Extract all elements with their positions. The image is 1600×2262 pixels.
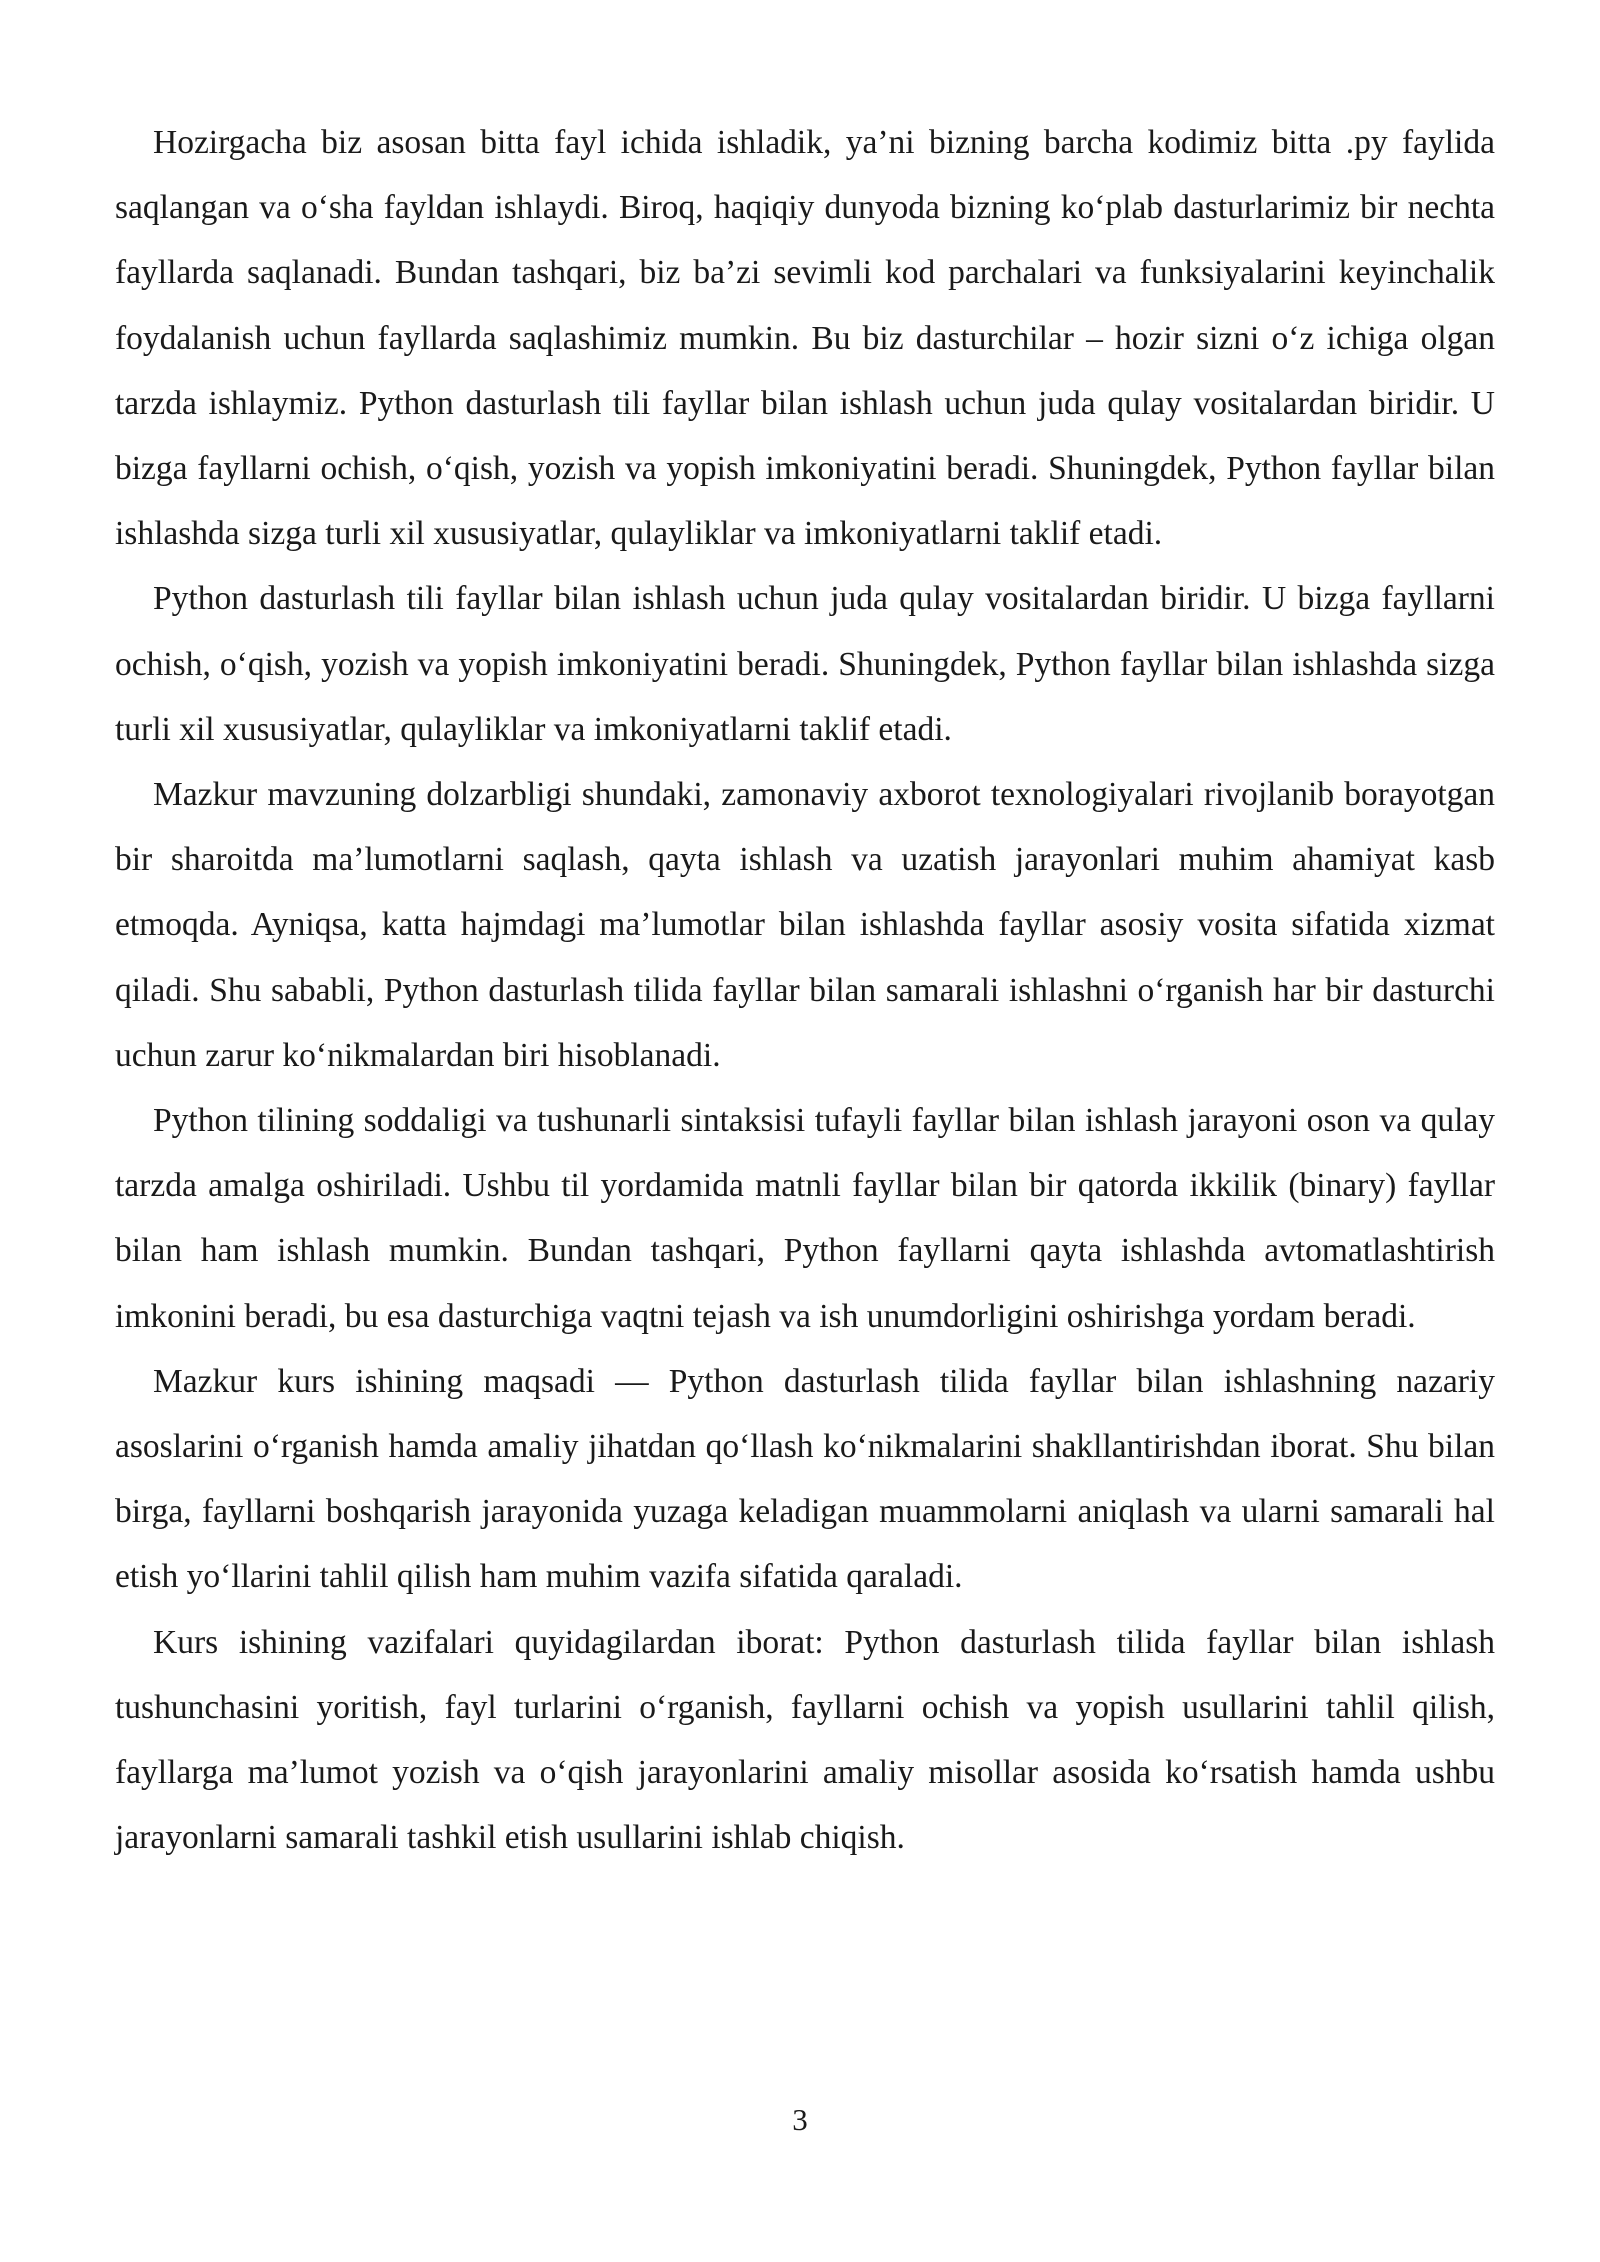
paragraph-1: Hozirgacha biz asosan bitta fayl ichida ishladik, ya’ni bizning barcha kodimiz bitta .py faylida saqlangan va o‘sha fayldan ishlaydi. Biroq, haqiqiy dunyoda bizning ko‘plab dasturlarimiz bir nechta fayllarda saqlanadi. Bundan tashqari, biz ba’zi sevimli kod parchalari va funksiyalarini keyinchalik foydalanish uchun fayllarda saqlashimiz mumkin. Bu biz dasturchilar – hozir sizni o‘z ichiga olgan tarzda ishlaymiz. Python dasturlash tili fayllar bilan ishlash uchun juda qulay vositalardan biridir. U bizga fayllarni ochish, o‘qish, yozish va yopish imkoniyatini beradi. Shuningdek, Python fayllar bilan ishlashda sizga turli xil xususiyatlar, qulayliklar va imkoniyatlarni taklif etadi. xyxy=(115,124,1495,553)
paragraph-6: Kurs ishining vazifalari quyidagilardan iborat: Python dasturlash tilida fayllar bilan ishlash tushunchasini yoritish, fayl turlarini o‘rganish, fayllarni ochish va yopish usullarini tahlil qilish, fayllarga ma’lumot yozish va o‘qish jarayonlarini amaliy misollar asosida ko‘rsatish hamda ushbu jarayonlarni samarali tashkil etish usullarini ishlab chiqish. xyxy=(115,1623,1495,1857)
document-page xyxy=(115,110,1495,1870)
page-number: 3 xyxy=(792,2102,808,2137)
paragraph-4: Python tilining soddaligi va tushunarli sintaksisi tufayli fayllar bilan ishlash jarayoni oson va qulay tarzda amalga oshiriladi. Ushbu til yordamida matnli fayllar bilan bir qatorda ikkilik (binary) fayllar bilan ham ishlash mumkin. Bundan tashqari, Python fayllarni qayta ishlashda avtomatlashtirish imkonini beradi, bu esa dasturchiga vaqtni tejash va ish unumdorligini oshirishga yordam beradi. xyxy=(115,1102,1495,1335)
paragraph-3: Mazkur mavzuning dolzarbligi shundaki, zamonaviy axborot texnologiyalari rivojlanib borayotgan bir sharoitda ma’lumotlarni saqlash, qayta ishlash va uzatish jarayonlari muhim ahamiyat kasb etmoqda. Ayniqsa, katta hajmdagi ma’lumotlar bilan ishlashda fayllar asosiy vosita sifatida xizmat qiladi. Shu sababli, Python dasturlash tilida fayllar bilan samarali ishlashni o‘rganish har bir dasturchi uchun zarur ko‘nikmalardan biri hisoblanadi. xyxy=(115,776,1495,1074)
paragraph-2: Python dasturlash tili fayllar bilan ishlash uchun juda qulay vositalardan biridir. U bizga fayllarni ochish, o‘qish, yozish va yopish imkoniyatini beradi. Shuningdek, Python fayllar bilan ishlashda sizga turli xil xususiyatlar, qulayliklar va imkoniyatlarni taklif etadi. xyxy=(115,580,1495,748)
paragraph-5: Mazkur kurs ishining maqsadi — Python dasturlash tilida fayllar bilan ishlashning nazariy asoslarini o‘rganish hamda amaliy jihatdan qo‘llash ko‘nikmalarini shakllantirishdan iborat. Shu bilan birga, fayllarni boshqarish jarayonida yuzaga keladigan muammolarni aniqlash va ularni samarali hal etish yo‘llarini tahlil qilish ham muhim vazifa sifatida qaraladi. xyxy=(115,1362,1495,1596)
